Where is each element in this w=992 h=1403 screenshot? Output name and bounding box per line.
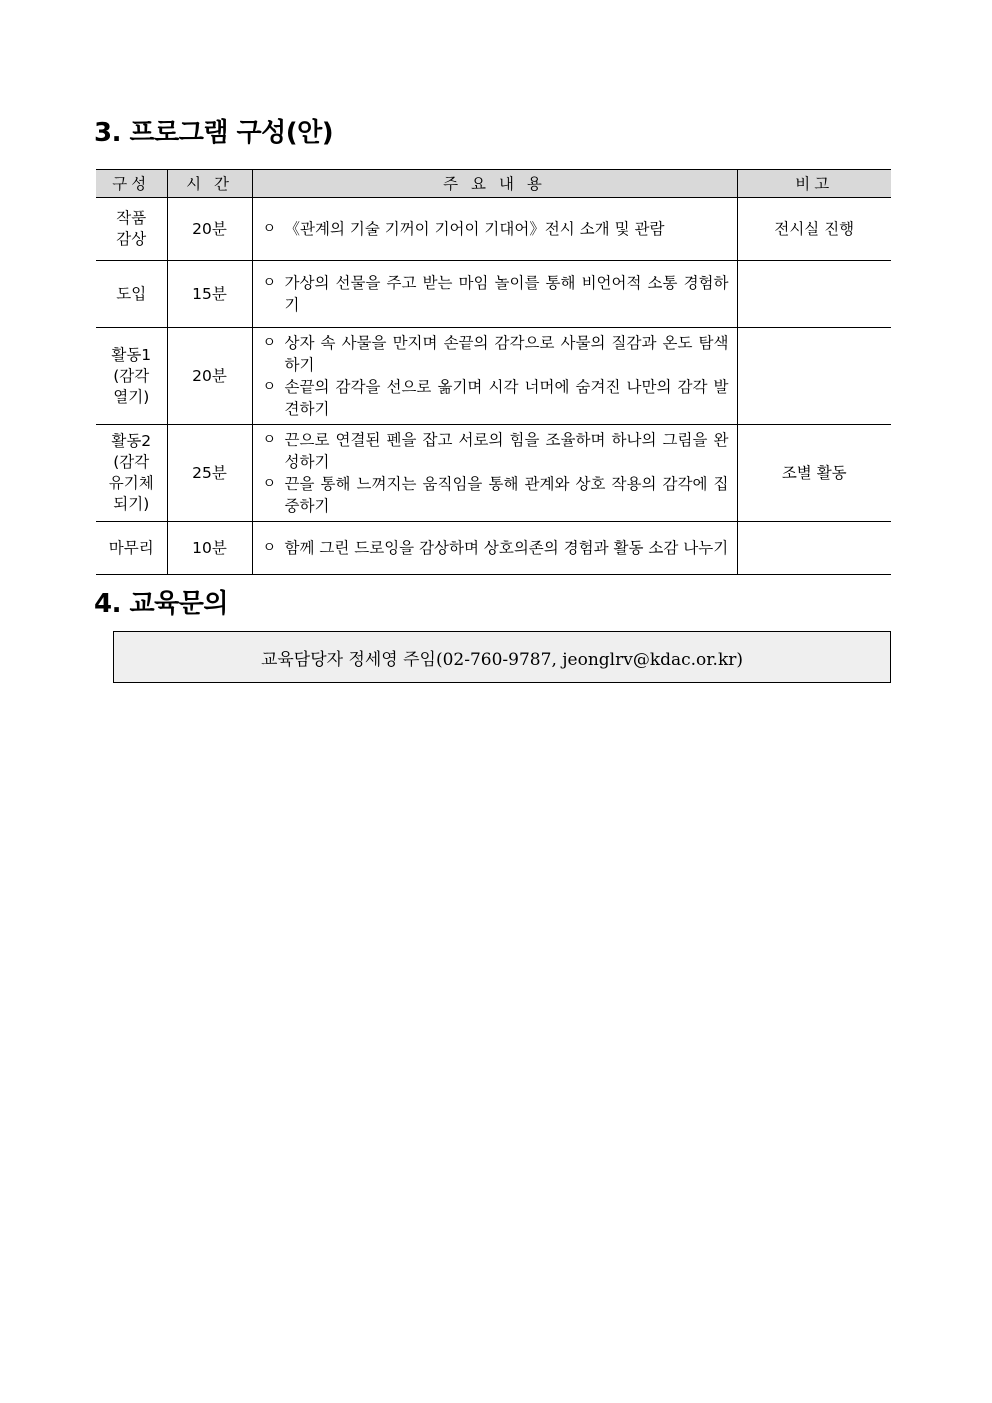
bullet-icon: ㅇ bbox=[262, 335, 277, 351]
bullet-item: ㅇ 끈으로 연결된 펜을 잡고 서로의 힘을 조율하며 하나의 그림을 완성하기 bbox=[262, 431, 729, 471]
time-cell: 15분 bbox=[167, 261, 252, 328]
content-cell bbox=[252, 261, 737, 328]
content-cell bbox=[252, 328, 737, 425]
bullet-icon: ㅇ bbox=[262, 221, 277, 237]
contact-text: 교육담당자 정세영 주임(02-760-9787, jeonglrv@kdac.or.kr) bbox=[260, 649, 744, 670]
content-cell bbox=[252, 198, 737, 261]
bullet-item: ㅇ 가상의 선물을 주고 받는 마임 놀이를 통해 비언어적 소통 경험하기 bbox=[262, 274, 729, 314]
table-row bbox=[96, 261, 891, 328]
stage-cell: 마무리 bbox=[96, 522, 167, 575]
table-row bbox=[96, 425, 891, 522]
note-cell: 조별 활동 bbox=[737, 425, 891, 522]
bullet-item: ㅇ 상자 속 사물을 만지며 손끝의 감각으로 사물의 질감과 온도 탐색하기 bbox=[262, 334, 729, 374]
table-row bbox=[96, 522, 891, 575]
header-stage: 구성 bbox=[96, 170, 167, 198]
time-cell: 20분 bbox=[167, 198, 252, 261]
bullet-icon: ㅇ bbox=[262, 275, 277, 291]
bullet-icon: ㅇ bbox=[262, 540, 277, 556]
stage-cell: 활동2 (감각 유기체 되기) bbox=[96, 425, 167, 522]
note-cell: 전시실 진행 bbox=[737, 198, 891, 261]
time-cell: 20분 bbox=[167, 328, 252, 425]
header-content: 주 요 내 용 bbox=[252, 170, 737, 198]
stage-cell: 도입 bbox=[96, 261, 167, 328]
section-4-title: 4. 교육문의 bbox=[94, 589, 228, 619]
bullet-item: ㅇ 《관계의 기술 기꺼이 기어이 기대어》전시 소개 및 관람 bbox=[262, 220, 665, 238]
content-cell bbox=[252, 522, 737, 575]
table-header-row bbox=[96, 170, 891, 198]
program-table bbox=[96, 169, 891, 575]
note-cell bbox=[737, 261, 891, 328]
note-cell bbox=[737, 522, 891, 575]
bullet-icon: ㅇ bbox=[262, 379, 277, 395]
section-3-title: 3. 프로그램 구성(안) bbox=[94, 118, 334, 148]
header-note: 비고 bbox=[737, 170, 891, 198]
bullet-item: ㅇ 손끝의 감각을 선으로 옮기며 시각 너머에 숨겨진 나만의 감각 발견하기 bbox=[262, 378, 729, 418]
time-cell: 25분 bbox=[167, 425, 252, 522]
bullet-icon: ㅇ bbox=[262, 432, 277, 448]
note-cell bbox=[737, 328, 891, 425]
bullet-icon: ㅇ bbox=[262, 476, 277, 492]
table-row bbox=[96, 328, 891, 425]
table-row bbox=[96, 198, 891, 261]
bullet-item: ㅇ 함께 그린 드로잉을 감상하며 상호의존의 경험과 활동 소감 나누기 bbox=[262, 539, 729, 557]
bullet-item: ㅇ 끈을 통해 느껴지는 움직임을 통해 관계와 상호 작용의 감각에 집중하기 bbox=[262, 475, 729, 515]
time-cell: 10분 bbox=[167, 522, 252, 575]
stage-cell: 작품 감상 bbox=[96, 198, 167, 261]
content-cell bbox=[252, 425, 737, 522]
contact-box bbox=[113, 631, 891, 683]
stage-cell: 활동1 (감각 열기) bbox=[96, 328, 167, 425]
header-time: 시 간 bbox=[167, 170, 252, 198]
